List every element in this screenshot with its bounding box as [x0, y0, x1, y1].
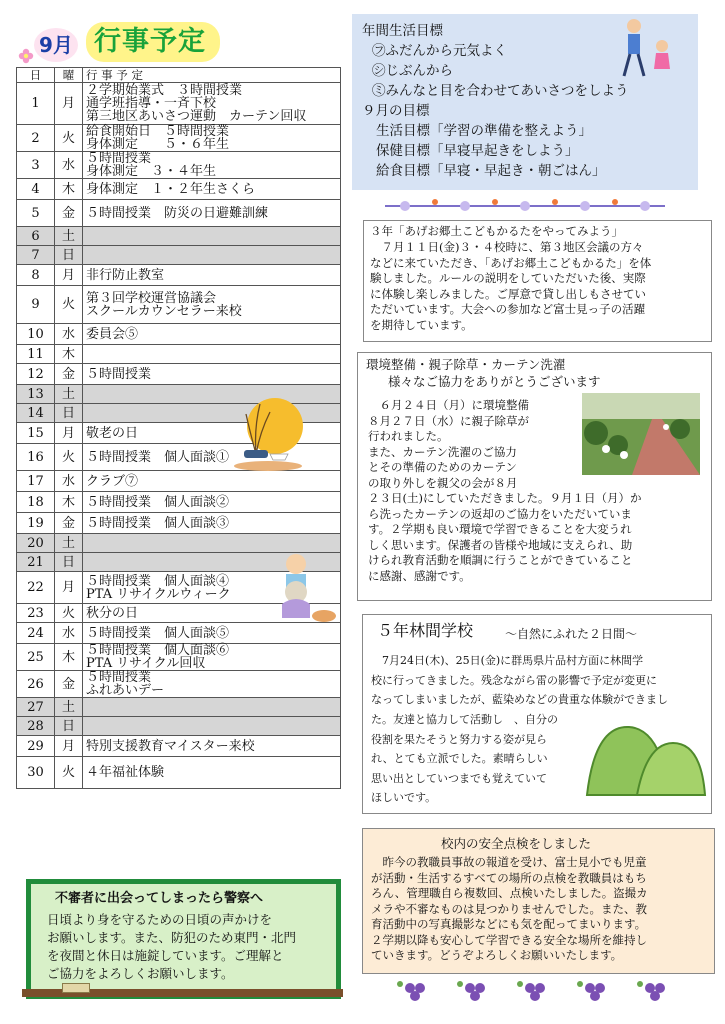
environment-body-short — [368, 398, 529, 491]
camp-line: 役割を果たそうと努力する姿が見ら — [371, 732, 547, 746]
schedule-weekday: 水 — [55, 324, 83, 345]
schedule-event — [83, 513, 341, 534]
schedule-weekday: 木 — [55, 644, 83, 671]
schedule-event-line: 特別支援教育マイスター来校 — [86, 738, 255, 754]
schedule-row — [17, 200, 341, 227]
schedule-event-line: スクールカウンセラー来校 — [86, 303, 242, 319]
camp-article — [362, 614, 712, 814]
schedule-event-line: 非行防止教室 — [86, 267, 165, 283]
schedule-weekday: 金 — [55, 200, 83, 227]
schedule-event-line: クラブ⑦ — [86, 473, 139, 489]
schedule-day: 29 — [17, 736, 55, 757]
schedule-weekday: 金 — [55, 671, 83, 698]
yearly-goal-3: ㋯みんなと目を合わせてあいさつをしよう — [372, 83, 629, 99]
camp-body-long — [371, 651, 668, 710]
schedule-header — [14, 22, 229, 66]
camp-line: なってしまいましたが、藍染めなどの貴重な体験ができまし — [371, 693, 668, 706]
schedule-row — [17, 736, 341, 757]
environment-line: ら洗ったカーテンの返却のご協力をいただいていま — [368, 506, 632, 521]
schedule-day: 21 — [17, 553, 55, 572]
schedule-event-line: 通学班指導・一斉下校 — [86, 96, 217, 111]
yearly-goal-2: ㋛じぶんから — [372, 63, 453, 79]
schedule-day: 7 — [17, 246, 55, 265]
environment-line: す。２学期も良い環境で学習できることを大変うれ — [368, 522, 632, 536]
schedule-day: 4 — [17, 179, 55, 200]
schedule-row — [17, 644, 341, 671]
schedule-weekday: 月 — [55, 265, 83, 286]
schedule-weekday: 月 — [55, 736, 83, 757]
schedule-event-line: ふれあいデー — [86, 683, 165, 698]
schedule-weekday: 水 — [55, 471, 83, 492]
schedule-weekday: 日 — [55, 404, 83, 423]
schedule-event — [83, 757, 341, 789]
monthly-goal-3: 給食目標「早寝・早起き・朝ごはん」 — [376, 163, 606, 179]
schedule-day: 15 — [17, 423, 55, 444]
karuta-line: ただいています。大会への参加など富士見っ子の活躍 — [370, 302, 646, 316]
page-title: 行事予定 — [86, 22, 220, 62]
environment-line: また、カーテン洗濯のご協力 — [368, 444, 517, 459]
safety-line: が活動・生活するすべての場所の点検を教職員はもち — [371, 870, 647, 885]
environment-line: とその準備のためのカーテン — [368, 460, 517, 474]
safety-line: ろん、管理職自ら複数回、点検いたしました。盗撮カ — [371, 886, 648, 900]
schedule-weekday: 水 — [55, 623, 83, 644]
safety-line: メラや不審なものは見つかりませんでした。また、教 — [371, 901, 647, 916]
schedule-event-line: 秋分の日 — [86, 605, 139, 621]
schedule-weekday: 日 — [55, 553, 83, 572]
karuta-line: ７月１１日(金)３・４校時に、第３地区会議の方々 — [370, 240, 644, 254]
schedule-row — [17, 179, 341, 200]
schedule-weekday: 土 — [55, 385, 83, 404]
schedule-event — [83, 736, 341, 757]
environment-line: の取り外しを親父の会が８月 — [368, 475, 518, 490]
schedule-row — [17, 513, 341, 534]
environment-title-2: 様々なご協力をありがとうございます — [388, 374, 601, 389]
schedule-day: 5 — [17, 200, 55, 227]
monthly-goal-2: 保健目標「早寝早起きをしよう」 — [376, 143, 579, 159]
schedule-weekday: 土 — [55, 227, 83, 246]
schedule-day: 20 — [17, 534, 55, 553]
camp-line: ほしいです。 — [371, 791, 437, 804]
schedule-row — [17, 757, 341, 789]
schedule-event — [83, 265, 341, 286]
schedule-weekday: 月 — [55, 572, 83, 604]
schedule-day: 12 — [17, 364, 55, 385]
karuta-line: を期待しています。 — [370, 317, 473, 332]
schedule-row — [17, 83, 341, 125]
camp-line: 思い出としていつまでも覚えていて — [371, 771, 547, 785]
schedule-day: 16 — [17, 444, 55, 471]
notice-title: 不審者に出会ってしまったら警察へ — [55, 891, 264, 906]
schedule-weekday: 金 — [55, 364, 83, 385]
schedule-event-line: ５時間授業 — [86, 670, 152, 685]
schedule-day: 1 — [17, 83, 55, 125]
schedule-event-line: 身体測定 ３・４年生 — [86, 164, 217, 179]
flower-icon — [18, 48, 34, 64]
schedule-event-line: 敬老の日 — [86, 425, 139, 441]
schedule-day: 22 — [17, 572, 55, 604]
schedule-weekday: 木 — [55, 492, 83, 513]
environment-body-long — [368, 491, 641, 584]
environment-line: に感謝、感謝です。 — [368, 568, 471, 583]
schedule-event — [83, 200, 341, 227]
schedule-event-line: ５時間授業 防災の日避難訓練 — [86, 205, 269, 221]
schedule-day: 19 — [17, 513, 55, 534]
schedule-event-line: PTA リサイクル回収 — [86, 656, 206, 671]
camp-line: た。友達と協力して活動し 、自分の — [371, 713, 558, 726]
schedule-event-line: 給食開始日 ５時間授業 — [86, 124, 230, 139]
schedule-weekday: 火 — [55, 125, 83, 152]
safety-body — [371, 855, 648, 964]
safety-line: 育活動中の写真撮影などにも気を配ってまいります。 — [371, 917, 647, 931]
schedule-row — [17, 717, 341, 736]
schedule-event-line: 身体測定 １・２年生さくら — [86, 181, 256, 197]
decorative-band — [385, 196, 665, 216]
schedule-event-line: PTA リサイクルウィーク — [86, 586, 231, 602]
schedule-weekday: 木 — [55, 345, 83, 364]
environment-line: しく思います。保護者の皆様や地域に支えられ、助 — [368, 537, 633, 552]
environment-line: ６月２４日（月）に環境整備 — [368, 398, 529, 412]
schedule-row — [17, 345, 341, 364]
schedule-day: 10 — [17, 324, 55, 345]
camp-subtitle: ～自然にふれた２日間～ — [505, 627, 638, 641]
schedule-event — [83, 179, 341, 200]
karuta-article — [363, 220, 712, 342]
schedule-weekday: 火 — [55, 757, 83, 789]
schedule-row — [17, 324, 341, 345]
schedule-weekday: 木 — [55, 179, 83, 200]
schedule-weekday: 火 — [55, 444, 83, 471]
schedule-day: 14 — [17, 404, 55, 423]
schedule-event-line: 身体測定 ５・６年生 — [86, 137, 230, 152]
schedule-row — [17, 152, 341, 179]
schedule-event-line: ２学期始業式 ３時間授業 — [86, 83, 243, 98]
schedule-event-line: ５時間授業 個人面談① — [86, 449, 230, 465]
schedule-weekday: 月 — [55, 83, 83, 125]
schedule-day: 26 — [17, 671, 55, 698]
camp-line: れ、とても立派でした。素晴らしい — [371, 752, 548, 765]
schedule-weekday: 火 — [55, 604, 83, 623]
schedule-row — [17, 492, 341, 513]
schedule-event — [83, 717, 341, 736]
karuta-body — [370, 240, 651, 333]
camp-title: ５年林間学校 — [377, 621, 474, 640]
schedule-row — [17, 671, 341, 698]
schedule-event-line: 委員会⑤ — [86, 326, 139, 342]
schedule-event — [83, 286, 341, 324]
schedule-day: 27 — [17, 698, 55, 717]
mountain-illustration — [585, 721, 707, 797]
greeting-kids-illustration — [618, 16, 678, 86]
schedule-event — [83, 671, 341, 698]
schedule-day: 18 — [17, 492, 55, 513]
schedule-event — [83, 227, 341, 246]
header-weekday: 曜 — [55, 68, 83, 83]
moon-susuki-illustration — [230, 392, 304, 474]
grandparents-illustration — [266, 550, 340, 626]
weeding-photo — [582, 393, 700, 475]
schedule-event — [83, 324, 341, 345]
yearly-goals-title: 年間生活目標 — [362, 23, 443, 39]
schedule-event-line: 第三地区あいさつ運動 カーテン回収 — [86, 109, 307, 124]
schedule-day: 8 — [17, 265, 55, 286]
schedule-weekday: 土 — [55, 698, 83, 717]
eraser-icon — [62, 983, 90, 993]
schedule-weekday: 日 — [55, 717, 83, 736]
environment-article — [357, 352, 712, 601]
grapes-decoration — [390, 978, 690, 1004]
month-badge: 9月 — [34, 28, 78, 62]
schedule-weekday: 土 — [55, 534, 83, 553]
schedule-day: 2 — [17, 125, 55, 152]
schedule-day: 24 — [17, 623, 55, 644]
police-notice-board — [26, 879, 341, 999]
schedule-event-line: ５時間授業 個人面談③ — [86, 515, 230, 531]
header-event: 行 事 予 定 — [83, 68, 341, 83]
safety-line: ２学期以降も安心して学習できる安全な場所を維持し — [371, 932, 647, 947]
schedule-row — [17, 246, 341, 265]
schedule-day: 30 — [17, 757, 55, 789]
monthly-goals-title: ９月の目標 — [362, 103, 430, 119]
environment-line: ８月２７日（水）に親子除草が — [368, 413, 529, 428]
notice-body — [47, 911, 296, 983]
environment-line: ２３日(土)にしていただきました。９月１日（月）か — [368, 491, 642, 505]
schedule-event — [83, 644, 341, 671]
notice-line: ご協力をよろしくお願いします。 — [47, 966, 234, 981]
schedule-day: 9 — [17, 286, 55, 324]
schedule-event — [83, 83, 341, 125]
schedule-day: 13 — [17, 385, 55, 404]
header-day: 日 — [17, 68, 55, 83]
schedule-weekday: 月 — [55, 423, 83, 444]
notice-line: 日頃より身を守るための日頃の声かけを — [47, 912, 273, 927]
karuta-line: などに来ていただき、「あげお郷土こどもかるた」を体 — [370, 255, 652, 270]
monthly-goal-1: 生活目標「学習の準備を整えよう」 — [376, 123, 592, 139]
schedule-day: 25 — [17, 644, 55, 671]
camp-line: 校に行ってきました。残念ながら雷の影響で予定が変更に — [371, 673, 657, 687]
schedule-event — [83, 152, 341, 179]
schedule-day: 6 — [17, 227, 55, 246]
schedule-day: 3 — [17, 152, 55, 179]
notice-line: を夜間と休日は施錠しています。ご理解と — [47, 948, 284, 963]
environment-line: 行われました。 — [368, 429, 449, 443]
schedule-row — [17, 227, 341, 246]
yearly-goal-1: ㋫ふだんから元気よく — [372, 43, 507, 59]
schedule-row — [17, 265, 341, 286]
environment-line: けられ教育活動を順調に行うことができていること — [368, 553, 633, 567]
environment-title-1: 環境整備・親子除草・カーテン洗濯 — [366, 357, 566, 372]
schedule-event-line: ５時間授業 個人面談⑤ — [86, 625, 230, 641]
safety-article — [362, 828, 715, 974]
schedule-event-line: ５時間授業 個人面談⑥ — [86, 643, 230, 658]
schedule-weekday: 金 — [55, 513, 83, 534]
schedule-row — [17, 364, 341, 385]
safety-line: 昨今の教職員事故の報道を受け、富士見小でも児童 — [371, 855, 647, 869]
karuta-line: 験しました。ルールの説明をしていただいた後、実際 — [370, 271, 646, 285]
karuta-title: ３年「あげお郷土こどもかるたをやってみよう」 — [370, 224, 623, 238]
safety-line: ていきます。どうぞよろしくお願いいたします。 — [371, 948, 623, 962]
schedule-day: 11 — [17, 345, 55, 364]
schedule-weekday: 日 — [55, 246, 83, 265]
schedule-event — [83, 246, 341, 265]
schedule-event — [83, 125, 341, 152]
schedule-weekday: 水 — [55, 152, 83, 179]
schedule-day: 17 — [17, 471, 55, 492]
schedule-event — [83, 364, 341, 385]
schedule-event — [83, 698, 341, 717]
schedule-row — [17, 125, 341, 152]
camp-line: 7月24日(木)、25日(金)に群馬県片品村方面に林間学 — [371, 654, 644, 667]
schedule-event-line: ５時間授業 — [86, 366, 152, 382]
schedule-row — [17, 698, 341, 717]
safety-title: 校内の安全点検をしました — [441, 836, 592, 851]
goals-panel — [352, 14, 698, 190]
schedule-weekday: 火 — [55, 286, 83, 324]
schedule-event-line: ５時間授業 — [86, 151, 152, 166]
schedule-day: 28 — [17, 717, 55, 736]
schedule-header-row — [17, 68, 341, 83]
notice-line: お願いします。また、防犯のため東門・北門 — [47, 930, 297, 945]
schedule-event-line: ５時間授業 個人面談④ — [86, 573, 230, 589]
schedule-event-line: 第３回学校運営協議会 — [86, 290, 217, 306]
schedule-event-line: ５時間授業 個人面談② — [86, 494, 230, 510]
schedule-row — [17, 286, 341, 324]
schedule-event-line: ４年福祉体験 — [86, 765, 165, 780]
schedule-event — [83, 492, 341, 513]
schedule-day: 23 — [17, 604, 55, 623]
schedule-event — [83, 345, 341, 364]
camp-body-short — [371, 710, 558, 808]
karuta-line: に体験し楽しみました。ご厚意で貸し出しもさせてい — [370, 286, 646, 301]
